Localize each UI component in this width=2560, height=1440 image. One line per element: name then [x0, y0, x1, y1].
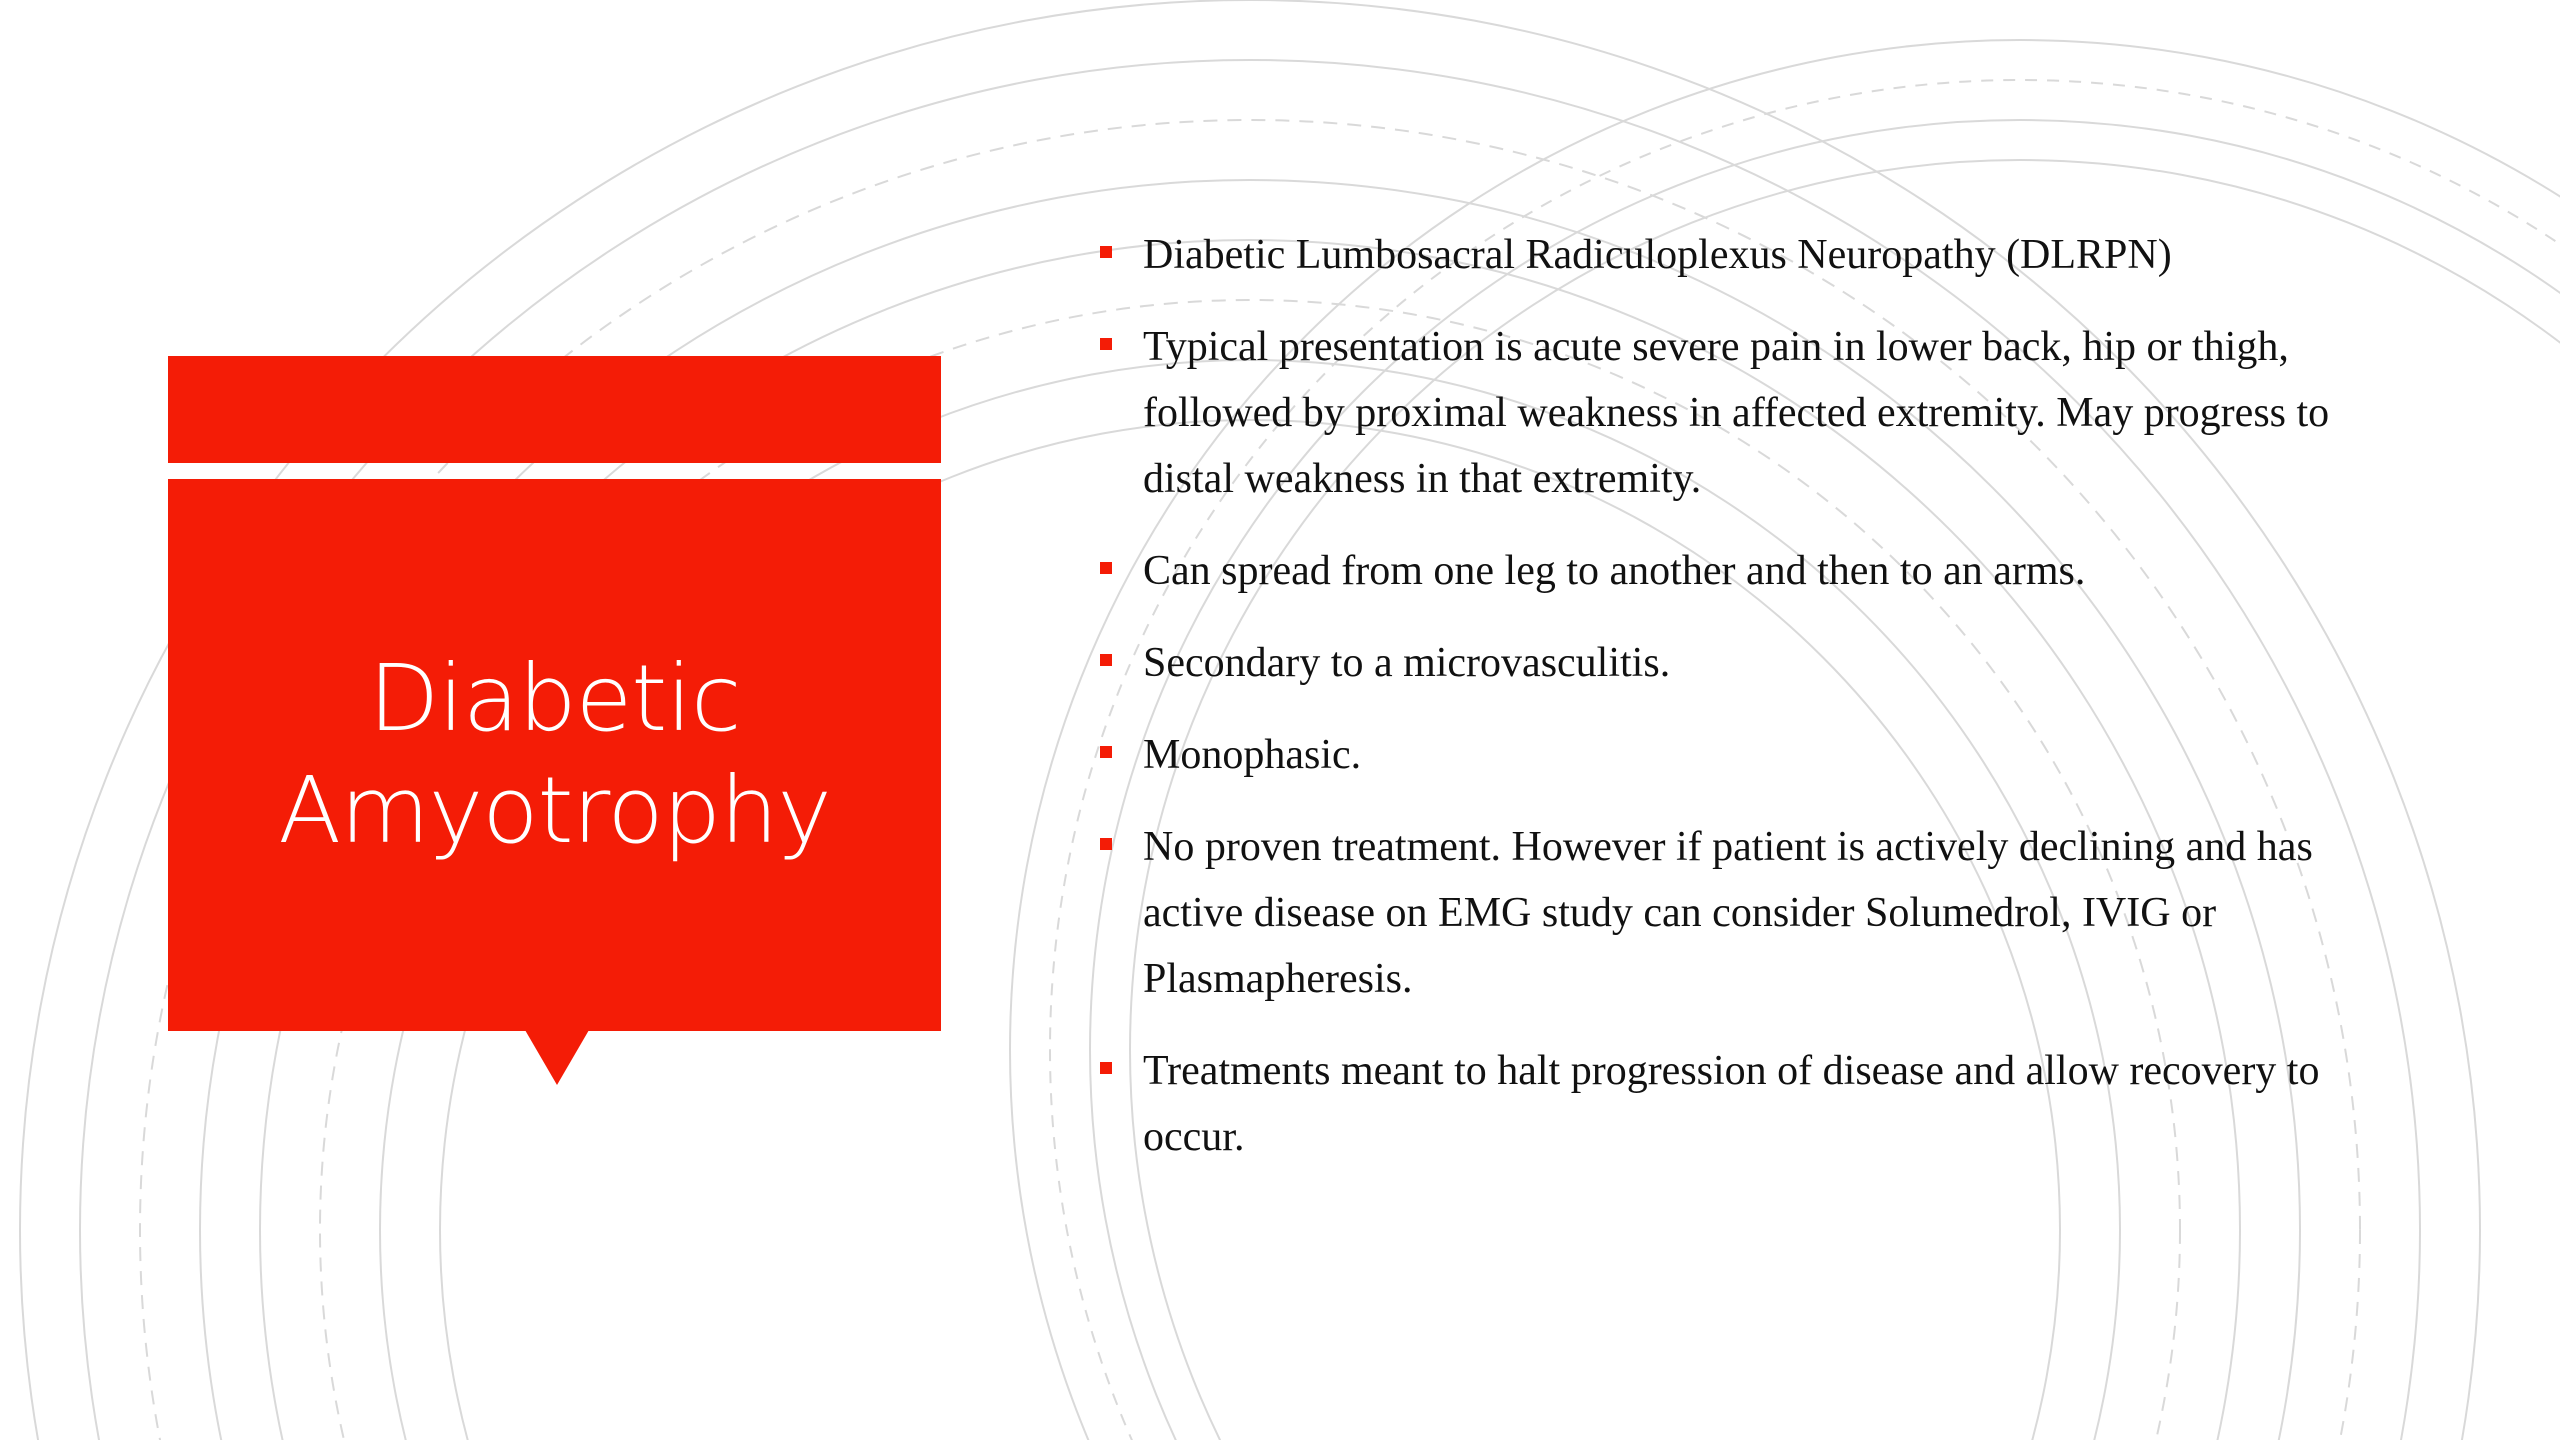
bullet-item — [1098, 314, 2408, 512]
slide-title-line-1: Diabetic — [368, 645, 741, 752]
callout-pointer — [525, 1030, 589, 1085]
bullet-text: Treatments meant to halt progression of disease and allow recovery to occur. — [1143, 1048, 2320, 1160]
square-bullet-icon — [1100, 338, 1112, 350]
bullet-text: Diabetic Lumbosacral Radiculoplexus Neuropathy (DLRPN) — [1143, 232, 2172, 278]
title-accent-bar — [168, 356, 941, 463]
bullet-item — [1098, 630, 2408, 696]
square-bullet-icon — [1100, 1062, 1112, 1074]
bullet-item — [1098, 722, 2408, 788]
bullet-item — [1098, 1038, 2408, 1170]
square-bullet-icon — [1100, 746, 1112, 758]
square-bullet-icon — [1100, 838, 1112, 850]
bullet-list — [1098, 222, 2408, 1196]
title-box — [168, 479, 941, 1031]
bullet-text: Secondary to a microvasculitis. — [1143, 640, 1671, 686]
bullet-item — [1098, 222, 2408, 288]
slide-title — [278, 643, 831, 867]
square-bullet-icon — [1100, 562, 1112, 574]
bullet-text: Can spread from one leg to another and then to an arms. — [1143, 548, 2086, 594]
bullet-item — [1098, 814, 2408, 1012]
bullet-text: No proven treatment. However if patient is actively declining and has active disease on EMG study can consider Solumedrol, IVIG or Plasmapheresis. — [1143, 824, 2313, 1002]
bullet-text: Typical presentation is acute severe pain in lower back, hip or thigh, followed by proximal weakness in affected extremity. May progress to distal weakness in that extremity. — [1143, 324, 2330, 502]
slide-title-line-2: Amyotrophy — [278, 757, 831, 864]
bullet-item — [1098, 538, 2408, 604]
bullet-text: Monophasic. — [1143, 732, 1362, 778]
square-bullet-icon — [1100, 654, 1112, 666]
square-bullet-icon — [1100, 246, 1112, 258]
